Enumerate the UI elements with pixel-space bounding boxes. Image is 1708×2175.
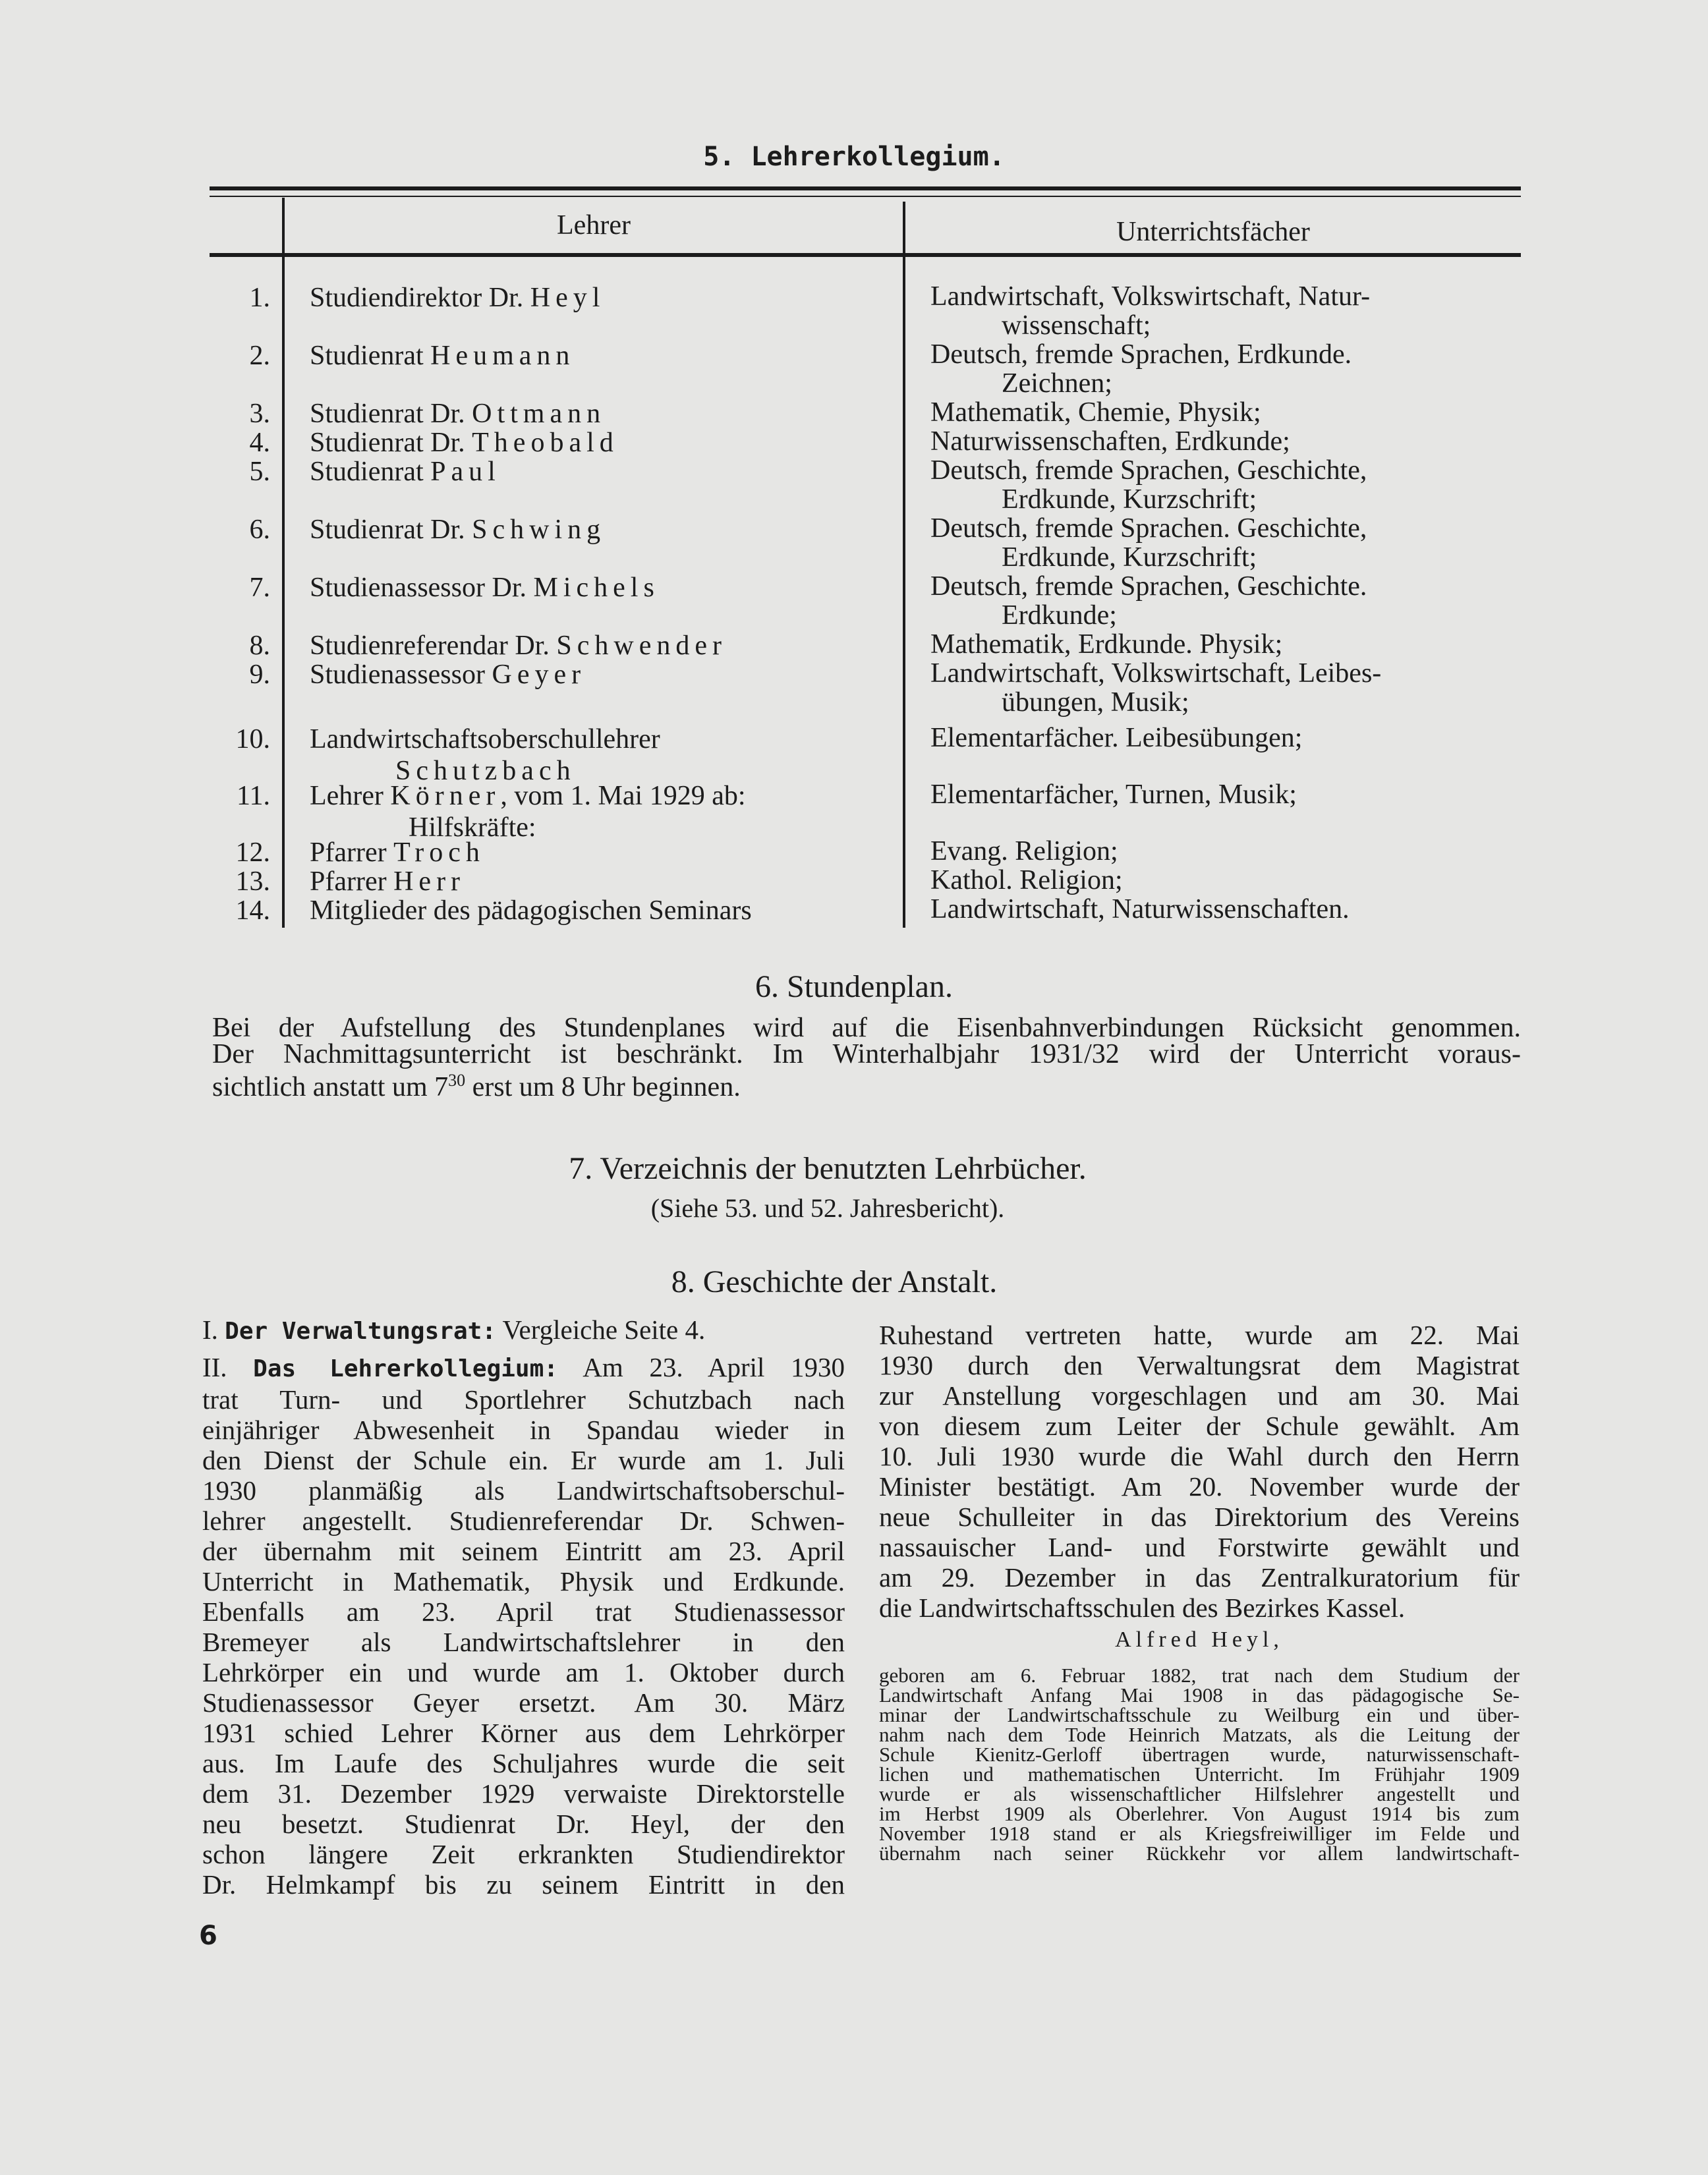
row-number: 5. [249, 457, 270, 487]
column-header-teacher: Lehrer [557, 210, 631, 240]
teacher-title: Studiendirektor Dr. [310, 283, 524, 313]
history-line: nassauischer Land- und Forstwirte gewählt und [879, 1532, 1520, 1562]
biography-line: wurde er als wissenschaftlicher Hilfslehrer angestellt und [879, 1782, 1520, 1805]
history-line: aus. Im Laufe des Schuljahres wurde die seit [202, 1748, 845, 1778]
section-8-title: 8. Geschichte der Anstalt. [671, 1264, 998, 1299]
subject-line: Kathol. Religion; [930, 865, 1123, 895]
row-number: 10. [235, 724, 270, 754]
section-5-title: 5. Lehrerkollegium. [703, 142, 1005, 172]
history-line: am 29. Dezember in das Zentralkuratorium für [879, 1562, 1520, 1593]
biography-text [879, 1666, 1520, 1863]
teacher-title: Studienrat Dr. [310, 399, 465, 429]
subjects-cell [930, 780, 1297, 809]
subject-line: Deutsch, fremde Sprachen, Geschichte. [930, 571, 1367, 602]
teacher-name: Heyl [530, 283, 606, 313]
row-number: 1. [249, 283, 270, 313]
history-line: 10. Juli 1930 wurde die Wahl durch den Herrn [879, 1441, 1520, 1471]
subjects-cell [930, 723, 1302, 752]
verwaltungsrat-line: I. Der Verwaltungsrat: Vergleiche Seite 4. [202, 1314, 706, 1345]
teacher-title: Studienrat Dr. [310, 515, 465, 545]
teacher-title: Mitglieder des pädagogischen Seminars [310, 895, 752, 926]
teacher-title: Studienrat Dr. [310, 428, 465, 458]
subjects-cell [930, 398, 1261, 427]
row-number: 8. [249, 631, 270, 661]
row-number: 4. [249, 428, 270, 458]
history-line: trat Turn- und Sportlehrer Schutzbach nach [202, 1384, 845, 1415]
biography-line: minar der Landwirtschaftsschule zu Weilburg ein und über- [879, 1703, 1520, 1726]
subject-line: Evang. Religion; [930, 836, 1118, 866]
teacher-cell [310, 723, 660, 787]
subject-line: Deutsch, fremde Sprachen, Erdkunde. [930, 339, 1352, 370]
subject-line: Erdkunde; [1002, 600, 1117, 631]
history-line: die Landwirtschaftsschulen des Bezirkes Kassel. [879, 1593, 1406, 1623]
teacher-title: Pfarrer [310, 866, 387, 897]
subjects-cell [930, 340, 1352, 398]
section-7-title: 7. Verzeichnis der benutzten Lehrbücher. [569, 1151, 1087, 1186]
history-line: dem 31. Dezember 1929 verwaiste Direktorstelle [202, 1778, 845, 1809]
subject-line: Erdkunde, Kurzschrift; [1002, 484, 1257, 515]
section-6-paragraph [212, 1015, 1521, 1100]
subject-line: Deutsch, fremde Sprachen. Geschichte, [930, 513, 1367, 544]
teacher-name: Schwing [472, 515, 606, 545]
teacher-name: Herr [393, 866, 466, 897]
subjects-cell [930, 866, 1123, 895]
biography-line: geboren am 6. Februar 1882, trat nach dem Studium der [879, 1664, 1520, 1687]
teacher-name: Heumann [430, 341, 575, 371]
row-number: 3. [249, 399, 270, 429]
history-line: Unterricht in Mathematik, Physik und Erdkunde. [202, 1566, 845, 1596]
subjects-cell [930, 572, 1367, 630]
teacher-cell [310, 427, 619, 459]
teacher-title: Lehrer [310, 781, 384, 811]
subjects-cell [930, 282, 1370, 340]
history-line: 1930 durch den Verwaltungsrat dem Magistrat [879, 1350, 1520, 1380]
subject-line: Elementarfächer, Turnen, Musik; [930, 779, 1297, 810]
history-line: Ruhestand vertreten hatte, wurde am 22. Mai [879, 1320, 1520, 1350]
subject-line: übungen, Musik; [1002, 687, 1189, 718]
teacher-cell [310, 572, 660, 604]
subject-line: Deutsch, fremde Sprachen, Geschichte, [930, 455, 1367, 486]
history-line: Minister bestätigt. Am 20. November wurde der [879, 1471, 1520, 1502]
table-top-rule-thin [210, 196, 1521, 197]
history-line: 1930 planmäßig als Landwirtschaftsoberschul- [202, 1475, 845, 1506]
teacher-cell [310, 630, 727, 662]
teacher-cell [310, 456, 501, 488]
teacher-cell [310, 866, 465, 897]
history-line: Dr. Helmkampf bis zu seinem Eintritt in den [202, 1869, 845, 1900]
subject-line: Zeichnen; [1002, 368, 1112, 399]
teacher-name: Theobald [472, 428, 619, 458]
biography-line: lichen und mathematischen Unterricht. Im Frühjahr 1909 [879, 1763, 1520, 1786]
history-line: den Dienst der Schule ein. Er wurde am 1. Juli [202, 1445, 845, 1475]
page-number: 6 [199, 1921, 217, 1951]
teacher-cell [310, 514, 606, 546]
subject-line: wissenschaft; [1002, 310, 1151, 341]
subject-line: Elementarfächer. Leibesübungen; [930, 723, 1303, 753]
history-line: einjähriger Abwesenheit in Spandau wieder in [202, 1415, 845, 1445]
paragraph-line: Der Nachmittagsunterricht ist beschränkt. Im Winterhalbjahr 1931/32 wird der Unterricht voraus- [212, 1039, 1521, 1069]
history-line: von diesem zum Leiter der Schule gewählt. Am [879, 1411, 1520, 1441]
teacher-name: Michels [533, 573, 660, 603]
history-line: Bremeyer als Landwirtschaftslehrer in den [202, 1627, 845, 1657]
section-7-subtitle: (Siehe 53. und 52. Jahresbericht). [650, 1193, 1005, 1223]
teacher-name: Ottmann [472, 399, 606, 429]
teacher-cell [310, 340, 575, 372]
history-line: der übernahm mit seinem Eintritt am 23. April [202, 1536, 845, 1566]
history-line: Ebenfalls am 23. April trat Studienassessor [202, 1596, 845, 1627]
table-header-rule [210, 253, 1521, 257]
history-line: Lehrkörper ein und wurde am 1. Oktober durch [202, 1657, 845, 1687]
subjects-cell [930, 837, 1118, 866]
row-number: 2. [249, 341, 270, 371]
history-line: schon längere Zeit erkrankten Studiendirektor [202, 1839, 845, 1869]
subject-line: Erdkunde, Kurzschrift; [1002, 542, 1257, 573]
paragraph-line: sichtlich anstatt um $7^{30}$ erst um 8 Uhr beginnen. [212, 1071, 741, 1102]
teacher-title: Studienassessor Dr. [310, 573, 527, 603]
teacher-name: Schutzbach [395, 756, 576, 786]
row-number: 9. [249, 660, 270, 690]
history-line: neue Schulleiter in das Direktorium des Vereins [879, 1502, 1520, 1532]
subject-line: Landwirtschaft, Volkswirtschaft, Leibes- [930, 658, 1382, 689]
section-6-title: 6. Stundenplan. [755, 969, 953, 1004]
history-left-column [202, 1314, 845, 1900]
teacher-title: Studienassessor [310, 660, 485, 690]
teacher-name: Schwender [556, 631, 727, 661]
subjects-cell [930, 427, 1290, 456]
teacher-cell [310, 282, 605, 314]
teacher-title: Studienrat [310, 457, 424, 487]
teacher-title: Landwirtschaftsoberschullehrer [310, 724, 660, 754]
teacher-cell [310, 780, 746, 843]
subjects-cell [930, 659, 1381, 717]
teacher-title: Studienrat [310, 341, 424, 371]
row-number: 11. [237, 781, 270, 811]
subjects-cell [930, 895, 1350, 924]
table-divider-number [282, 198, 285, 928]
row-number: 7. [249, 573, 270, 603]
subject-line: Mathematik, Erdkunde. Physik; [930, 629, 1283, 660]
row-number: 6. [249, 515, 270, 545]
biography-line: übernahm nach seiner Rückkehr vor allem landwirtschaft- [879, 1842, 1520, 1865]
subject-line: Landwirtschaft, Volkswirtschaft, Natur- [930, 281, 1371, 312]
biography-line: im Herbst 1909 als Oberlehrer. Von August 1914 bis zum [879, 1802, 1520, 1825]
helpers-label: Hilfskräfte: [409, 812, 536, 843]
table-divider-subjects [903, 202, 905, 928]
history-line: II. Das Lehrerkollegium: Am 23. April 1930 [202, 1352, 845, 1382]
biography-line: November 1918 stand er als Kriegsfreiwilliger im Felde und [879, 1822, 1520, 1845]
history-line: neu besetzt. Studienrat Dr. Heyl, der den [202, 1809, 845, 1839]
column-header-subjects: Unterrichtsfächer [1116, 217, 1310, 247]
row-number: 12. [235, 837, 270, 868]
history-line: lehrer angestellt. Studienreferendar Dr. Schwen- [202, 1506, 845, 1536]
row-number: 14. [235, 895, 270, 926]
subject-line: Mathematik, Chemie, Physik; [930, 397, 1261, 428]
history-line: Studienassessor Geyer ersetzt. Am 30. März [202, 1687, 845, 1718]
subject-line: Landwirtschaft, Naturwissenschaften. [930, 894, 1350, 924]
teacher-name: Körner [390, 781, 501, 811]
subjects-cell [930, 630, 1282, 659]
teacher-title: Pfarrer [310, 837, 387, 868]
subject-line: Naturwissenschaften, Erdkunde; [930, 426, 1290, 457]
teacher-cell [310, 659, 586, 691]
teacher-title: Studienreferendar Dr. [310, 631, 550, 661]
table-top-rule-thick [210, 186, 1521, 190]
biography-line: Landwirtschaft Anfang Mai 1908 in das pädagogische Se- [879, 1683, 1520, 1707]
biography-line: nahm nach dem Tode Heinrich Matzats, als die Leitung der [879, 1723, 1520, 1746]
paragraph-line: Bei der Aufstellung des Stundenplanes wird auf die Eisenbahnverbindungen Rücksicht genommen. [212, 1013, 1521, 1043]
subjects-cell [930, 514, 1367, 572]
history-line: 1931 schied Lehrer Körner aus dem Lehrkörper [202, 1718, 845, 1748]
biography-line: Schule Kienitz-Gerloff übertragen wurde, naturwissenschaft- [879, 1743, 1520, 1766]
teacher-cell [310, 837, 485, 868]
subjects-cell [930, 456, 1367, 514]
teacher-name: Paul [430, 457, 501, 487]
teacher-name: Troch [393, 837, 485, 868]
bio-name: Alfred Heyl, [1115, 1627, 1284, 1652]
teacher-cell [310, 895, 752, 926]
teacher-name: Geyer [492, 660, 586, 690]
teacher-cell [310, 398, 606, 430]
history-line: zur Anstellung vorgeschlagen und am 30. Mai [879, 1380, 1520, 1411]
teacher-note: , vom 1. Mai 1929 ab: [500, 781, 746, 811]
history-right-column [879, 1320, 1520, 1654]
row-number: 13. [235, 866, 270, 897]
